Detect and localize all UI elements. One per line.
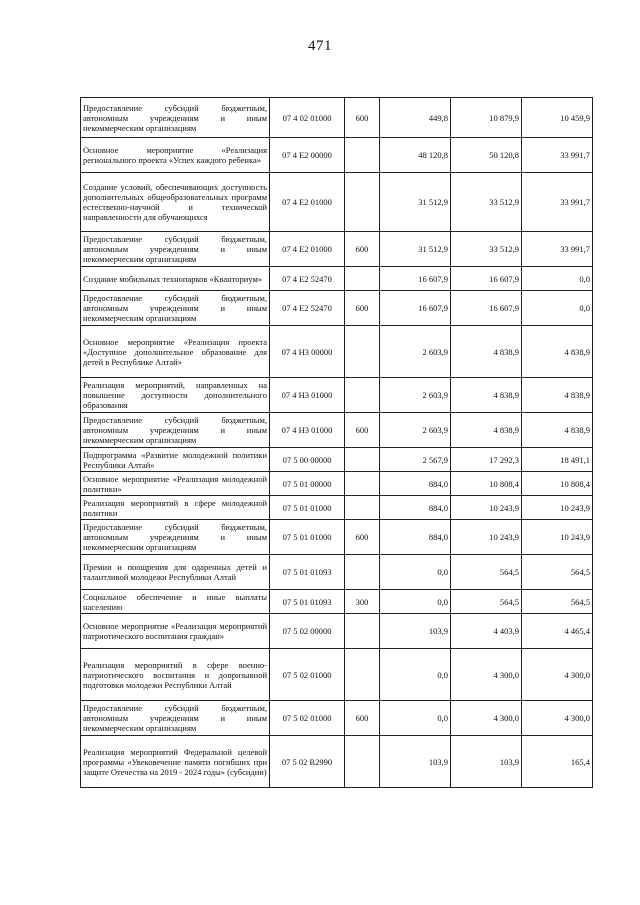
table-row	[81, 138, 593, 173]
row-name-cell: Реализация мероприятий в сфере военно-патриотического воспитания и допризывной подготовки молодежи Республики Алтай	[81, 649, 270, 701]
row-name-cell: Основное мероприятие «Реализация регионального проекта «Успех каждого ребенка»	[81, 138, 270, 173]
row-code-cell: 07 4 02 01000	[270, 98, 345, 138]
budget-table	[80, 97, 593, 788]
row-amount-3-cell: 33 991,7	[522, 173, 593, 232]
row-amount-1-cell: 0,0	[380, 555, 451, 590]
table-row	[81, 413, 593, 448]
row-code-cell: 07 4 E2 52470	[270, 267, 345, 291]
table-row	[81, 173, 593, 232]
row-name-cell: Премии и поощрения для одаренных детей и талантливой молодежи Республики Алтай	[81, 555, 270, 590]
row-amount-2-cell: 103,9	[451, 736, 522, 788]
row-amount-3-cell: 564,5	[522, 555, 593, 590]
row-expense-type-cell: 600	[345, 701, 380, 736]
row-code-cell: 07 4 E2 00000	[270, 138, 345, 173]
row-expense-type-cell: 600	[345, 520, 380, 555]
row-amount-2-cell: 33 512,9	[451, 232, 522, 267]
table-row	[81, 736, 593, 788]
table-row	[81, 326, 593, 378]
row-amount-3-cell: 10 243,9	[522, 496, 593, 520]
row-amount-1-cell: 48 120,8	[380, 138, 451, 173]
table-row	[81, 555, 593, 590]
row-amount-1-cell: 103,9	[380, 614, 451, 649]
row-amount-1-cell: 449,8	[380, 98, 451, 138]
row-code-cell: 07 4 Н3 00000	[270, 326, 345, 378]
row-name-cell: Основное мероприятие «Реализация проекта «Доступное дополнительное образование для детей в Республике Алтай»	[81, 326, 270, 378]
row-code-cell: 07 4 Н3 01000	[270, 378, 345, 413]
row-name-cell: Подпрограмма «Развитие молодежной политики Республики Алтай»	[81, 448, 270, 472]
row-amount-2-cell: 33 512,9	[451, 173, 522, 232]
row-name-cell: Предоставление субсидий бюджетным, автономным учреждениям и иным некоммерческим организациям	[81, 232, 270, 267]
row-expense-type-cell	[345, 736, 380, 788]
row-amount-1-cell: 884,0	[380, 520, 451, 555]
row-code-cell: 07 5 00 00000	[270, 448, 345, 472]
table-row	[81, 590, 593, 614]
row-amount-1-cell: 16 607,9	[380, 267, 451, 291]
table-row	[81, 232, 593, 267]
row-expense-type-cell: 600	[345, 413, 380, 448]
page-number: 471	[308, 38, 332, 54]
row-amount-1-cell: 2 603,9	[380, 378, 451, 413]
row-amount-1-cell: 16 607,9	[380, 291, 451, 326]
row-amount-3-cell: 4 465,4	[522, 614, 593, 649]
row-amount-2-cell: 10 879,9	[451, 98, 522, 138]
row-code-cell: 07 5 02 R2990	[270, 736, 345, 788]
row-amount-3-cell: 18 491,1	[522, 448, 593, 472]
row-amount-3-cell: 0,0	[522, 291, 593, 326]
row-amount-2-cell: 564,5	[451, 555, 522, 590]
row-expense-type-cell	[345, 138, 380, 173]
row-name-cell: Создание мобильных технопарков «Кванториум»	[81, 267, 270, 291]
row-amount-2-cell: 16 607,9	[451, 267, 522, 291]
table-row	[81, 701, 593, 736]
row-code-cell: 07 5 01 01093	[270, 590, 345, 614]
row-amount-1-cell: 2 567,9	[380, 448, 451, 472]
row-amount-1-cell: 2 603,9	[380, 413, 451, 448]
row-amount-1-cell: 2 603,9	[380, 326, 451, 378]
row-expense-type-cell: 600	[345, 291, 380, 326]
row-name-cell: Основное мероприятие «Реализация молодежной политики»	[81, 472, 270, 496]
row-amount-2-cell: 10 243,9	[451, 496, 522, 520]
row-code-cell: 07 5 01 00000	[270, 472, 345, 496]
row-amount-1-cell: 884,0	[380, 496, 451, 520]
table-row	[81, 267, 593, 291]
row-code-cell: 07 5 02 01000	[270, 701, 345, 736]
row-expense-type-cell	[345, 378, 380, 413]
row-expense-type-cell	[345, 472, 380, 496]
table-row	[81, 496, 593, 520]
row-amount-2-cell: 4 838,9	[451, 326, 522, 378]
row-amount-3-cell: 10 808,4	[522, 472, 593, 496]
row-amount-2-cell: 4 300,0	[451, 701, 522, 736]
row-expense-type-cell	[345, 555, 380, 590]
row-amount-3-cell: 4 838,9	[522, 413, 593, 448]
row-amount-1-cell: 0,0	[380, 649, 451, 701]
row-amount-1-cell: 884,0	[380, 472, 451, 496]
row-amount-2-cell: 50 120,8	[451, 138, 522, 173]
table-row	[81, 614, 593, 649]
row-amount-2-cell: 10 808,4	[451, 472, 522, 496]
row-code-cell: 07 4 Н3 01000	[270, 413, 345, 448]
row-expense-type-cell	[345, 173, 380, 232]
row-name-cell: Основное мероприятие «Реализация мероприятий патриотического воспитания граждан»	[81, 614, 270, 649]
row-name-cell: Реализация мероприятий, направленных на повышение доступности дополнительного образования	[81, 378, 270, 413]
row-amount-2-cell: 4 838,9	[451, 378, 522, 413]
row-amount-2-cell: 17 292,3	[451, 448, 522, 472]
row-amount-1-cell: 0,0	[380, 701, 451, 736]
row-name-cell: Реализация мероприятий в сфере молодежной политики	[81, 496, 270, 520]
table-row	[81, 649, 593, 701]
row-code-cell: 07 5 02 00000	[270, 614, 345, 649]
row-amount-3-cell: 564,5	[522, 590, 593, 614]
row-amount-1-cell: 31 512,9	[380, 232, 451, 267]
row-expense-type-cell	[345, 448, 380, 472]
row-code-cell: 07 4 E2 52470	[270, 291, 345, 326]
row-amount-3-cell: 10 243,9	[522, 520, 593, 555]
row-expense-type-cell	[345, 649, 380, 701]
row-name-cell: Предоставление субсидий бюджетным, автономным учреждениям и иным некоммерческим организациям	[81, 413, 270, 448]
row-amount-2-cell: 4 403,9	[451, 614, 522, 649]
row-amount-3-cell: 10 459,9	[522, 98, 593, 138]
row-amount-3-cell: 4 838,9	[522, 378, 593, 413]
row-amount-2-cell: 4 838,9	[451, 413, 522, 448]
row-code-cell: 07 4 E2 01000	[270, 232, 345, 267]
row-code-cell: 07 5 02 01000	[270, 649, 345, 701]
table-row	[81, 448, 593, 472]
row-amount-3-cell: 0,0	[522, 267, 593, 291]
row-amount-2-cell: 4 300,0	[451, 649, 522, 701]
table-row	[81, 98, 593, 138]
row-code-cell: 07 4 E2 01000	[270, 173, 345, 232]
row-name-cell: Предоставление субсидий бюджетным, автономным учреждениям и иным некоммерческим организациям	[81, 701, 270, 736]
row-expense-type-cell	[345, 614, 380, 649]
row-amount-1-cell: 0,0	[380, 590, 451, 614]
row-amount-3-cell: 4 300,0	[522, 701, 593, 736]
row-expense-type-cell	[345, 496, 380, 520]
row-expense-type-cell: 600	[345, 98, 380, 138]
row-amount-3-cell: 33 991,7	[522, 232, 593, 267]
table-row	[81, 378, 593, 413]
row-code-cell: 07 5 01 01000	[270, 496, 345, 520]
row-expense-type-cell	[345, 326, 380, 378]
row-amount-2-cell: 10 243,9	[451, 520, 522, 555]
table-row	[81, 472, 593, 496]
row-amount-3-cell: 165,4	[522, 736, 593, 788]
row-code-cell: 07 5 01 01000	[270, 520, 345, 555]
row-name-cell: Предоставление субсидий бюджетным, автономным учреждениям и иным некоммерческим организациям	[81, 520, 270, 555]
row-amount-1-cell: 31 512,9	[380, 173, 451, 232]
row-amount-2-cell: 564,5	[451, 590, 522, 614]
row-amount-3-cell: 4 838,9	[522, 326, 593, 378]
row-name-cell: Социальное обеспечение и иные выплаты населению	[81, 590, 270, 614]
row-amount-3-cell: 33 991,7	[522, 138, 593, 173]
budget-table-body	[81, 98, 593, 788]
table-row	[81, 291, 593, 326]
row-name-cell: Предоставление субсидий бюджетным, автономным учреждениям и иным некоммерческим организациям	[81, 98, 270, 138]
row-amount-2-cell: 16 607,9	[451, 291, 522, 326]
table-row	[81, 520, 593, 555]
row-expense-type-cell: 600	[345, 232, 380, 267]
row-expense-type-cell	[345, 267, 380, 291]
row-name-cell: Реализация мероприятий Федеральной целевой программы «Увековечение памяти погибших при защите Отечества на 2019 - 2024 годы» (субсидии)	[81, 736, 270, 788]
row-amount-3-cell: 4 300,0	[522, 649, 593, 701]
row-amount-1-cell: 103,9	[380, 736, 451, 788]
row-name-cell: Создание условий, обеспечивающих доступность дополнительных общеобразовательных программ естественно-научной и технической направленности для обучающихся	[81, 173, 270, 232]
row-code-cell: 07 5 01 01093	[270, 555, 345, 590]
row-expense-type-cell: 300	[345, 590, 380, 614]
row-name-cell: Предоставление субсидий бюджетным, автономным учреждениям и иным некоммерческим организациям	[81, 291, 270, 326]
